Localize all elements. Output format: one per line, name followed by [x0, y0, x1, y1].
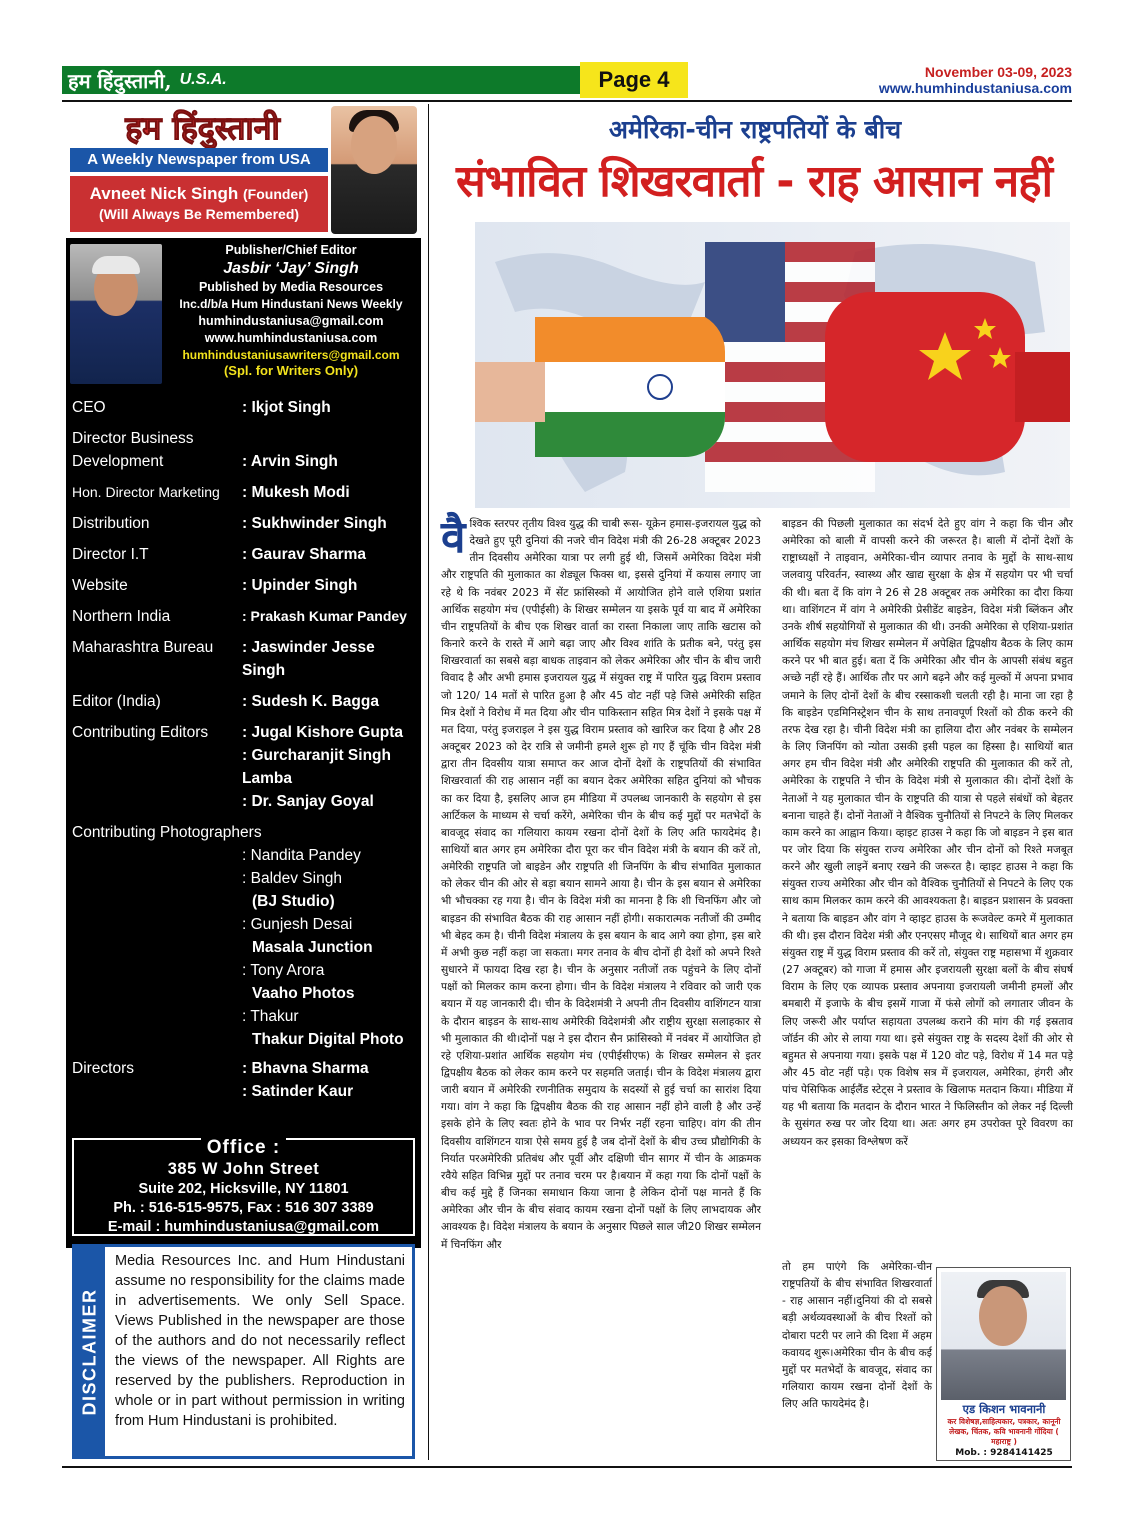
staff-role: Distribution [72, 515, 150, 532]
staff-studio: Vaaho Photos [252, 985, 355, 1002]
column-divider [428, 104, 429, 1460]
office-email[interactable]: E-mail : humhindustaniusa@gmail.com [107, 1219, 380, 1235]
masthead-panel [66, 238, 421, 1248]
staff-name: : Sudesh K. Bagga [242, 693, 379, 710]
founder-box [70, 176, 328, 232]
staff-studio: (BJ Studio) [252, 893, 335, 910]
staff-row [72, 721, 417, 813]
staff-role: Editor (India) [72, 693, 161, 710]
staff-role: Northern India [72, 608, 171, 625]
staff-name: : Gurcharanjit Singh Lamba [242, 747, 391, 787]
staff-role: Hon. Director Marketing [72, 484, 220, 500]
fist-bump-illustration [475, 222, 1070, 508]
disclaimer-tab [75, 1247, 105, 1456]
publisher-name: Jasbir ‘Jay’ Singh [223, 260, 359, 277]
article-kicker: अमेरिका-चीन राष्ट्रपतियों के बीच [608, 115, 902, 144]
staff-list [72, 396, 417, 1111]
author-box [936, 1267, 1071, 1461]
staff-row [72, 543, 417, 566]
brand-subtitle: A Weekly Newspaper from USA [70, 148, 328, 172]
staff-role: Maharashtra Bureau [72, 639, 214, 656]
masthead-usa: U.S.A. [179, 71, 227, 88]
writers-note: (Spl. for Writers Only) [223, 363, 359, 378]
issue-info [879, 64, 1072, 96]
staff-name-group [242, 1057, 417, 1103]
founder-note: (Will Always Be Remembered) [98, 206, 300, 222]
staff-name: : Tony Arora [242, 962, 325, 979]
staff-name: : Nandita Pandey [242, 847, 361, 864]
masthead-title: हम हिंदुस्तानी, [68, 68, 172, 93]
staff-name: : Thakur [242, 1008, 299, 1025]
staff-name: : Bhavna Sharma [242, 1060, 369, 1077]
staff-role: Website [72, 577, 128, 594]
staff-row [72, 427, 417, 473]
article-headline: संभावित शिखरवार्ता - राह आसान नहीं [456, 156, 1052, 207]
founder-role: (Founder) [243, 186, 309, 202]
publisher-website[interactable]: www.humhindustaniusa.com [204, 331, 378, 345]
brand-logo: हम हिंदुस्तानी [125, 109, 280, 147]
masthead-bar [62, 66, 592, 94]
staff-name-group [242, 721, 417, 813]
staff-name: : Mukesh Modi [242, 484, 350, 501]
column-text: बाइडन की पिछली मुलाकात का संदर्भ देते हुए वांग ने कहा कि चीन और अमेरिका को बाली में वापसी करने की जरूरत है। बाली में दोनों देशों के राष्ट्राध्यक्षों ने ताइवान, अमेरिका-चीन व्यापार तनाव के मुद्दों के साथ-साथ जलवायु परिवर्तन, स्वास्थ्य और खाद्य सुरक्षा के क्षेत्र में सहयोग पर भी चर्चा की थी। बता दें कि वांग ने 26 से 28 अक्टूबर तक अमेरिका का दौरा किया था। वाशिंगटन में वांग ने अमेरिकी प्रेसीडेंट बाइडेन, विदेश मंत्री ब्लिंकन और उनके शीर्ष सहयोगियों से मुलाकात की थी। उनकी अमेरिका से एशिया-प्रशांत आर्थिक सहयोग मंच शिखर सम्मेलन में अपेक्षित द्विपक्षीय बैठक के लिए काम करने पर भी बात हुई। बता दें कि अमेरिका और चीन के आपसी संबंध बहुत अच्छे नहीं रहे हैं। आर्थिक तौर पर आगे बढ़ने और कई मुल्कों में अपना प्रभाव जमाने के लिए दोनों देशों के बीच रस्साकशी चलती रही है। माना जा रहा है कि बाइडेन एडमिनिस्ट्रेशन चीन के साथ तनावपूर्ण रिश्तों को ठीक करने की तरफ देख रहा है। चीनी विदेश मंत्री का हालिया दौरा और नवंबर के सम्मेलन के लिए जिनपिंग को न्योता उसकी इसी पहल का हिस्सा है। साथियों बात अगर हम चीन विदेश मंत्री और अमेरिकी राष्ट्रपति की मुलाकात की करें तो, अमेरिका के राष्ट्रपति ने चीन के विदेश मंत्री से मुलाकात की। दोनों देशों के नेताओं ने यह मुलाकात चीन के राष्ट्रपति की यात्रा से पहले संबंधों को बेहतर बनाना चाहते हैं। दोनों नेताओं ने वैश्विक चुनौतियों से निपटने के लिए मिलकर काम करने का आह्वान किया। व्हाइट हाउस ने कहा कि जो बाइडन ने इस बात पर जोर दिया कि संयुक्त राज्य अमेरिका और चीन दोनों को रिश्ते मजबूत करने और खुली लाइनें बनाए रखने की जरूरत है। व्हाइट हाउस ने कहा कि संयुक्त राज्य अमेरिका और चीन को वैश्विक चुनौतियों से निपटने के लिए एक साथ काम मिलकर काम करने की आवश्यकता है। बाइडन प्रशासन के प्रवक्ता ने बताया कि बाइडन और वांग ने व्हाइट हाउस के रूजवेल्ट कमरे में मुलाकात की थी। इस दौरान विदेश मंत्री और एनएसए मौजूद थे। साथियों बात अगर हम संयुक्त राष्ट्र में युद्ध विराम प्रस्ताव की करें तो, संयुक्त राष्ट्र महासभा में शुक्रवार (27 अक्टूबर) को गाजा में हमास और इजरायली सुरक्षा बलों के बीच संघर्ष विराम के लिए एक व्यापक प्रस्ताव अपनाया इजरायली जमीनी हमलों और बमबारी में इजाफे के बीच इसमें गाजा में फंसे लोगों को लगातार जीवन के लिए जरूरी और पर्याप्त सहायता उपलब्ध कराने की मांग की गई इस्रताव जॉर्डन की ओर से लाया गया था। इसे संयुक्त राष्ट्र के सदस्य देशों की ओर से बहुमत से अपनाया गया। इसके पक्ष में 120 वोट पड़े, विरोध में 14 मत पड़े और 45 वोट नहीं पड़े। एक विशेष सत्र में इजरायल, अमेरिका, हंगरी और पांच पेसिफिक आईलैंड स्टेट्स ने प्रस्ताव के खिलाफ मतदान किया। मीडिया में यह भी बताया कि मतदान के दौरान भारत ने फिलिस्तीन को लेकर नई दिल्ली के सुसंगत रुख पर जोर दिया था। अतः अगर हम उपरोक्त पूरे विवरण का अध्ययन कर इसका विश्लेषण करें [782, 518, 1073, 1148]
staff-role: Contributing Editors [72, 724, 209, 741]
staff-row [72, 636, 417, 682]
published-by: Published by Media Resources [198, 280, 384, 294]
staff-row [72, 512, 417, 535]
staff-row [72, 605, 417, 628]
staff-name: : Jaswinder Jesse Singh [242, 639, 375, 679]
office-suite: Suite 202, Hicksville, NY 11801 [138, 1181, 349, 1197]
brand-block [66, 104, 421, 236]
staff-name: : Gunjesh Desai [242, 916, 353, 933]
staff-name: : Satinder Kaur [242, 1083, 354, 1100]
staff-role: Director Business Development [72, 430, 194, 470]
writers-email[interactable]: humhindustaniusawriters@gmail.com [182, 348, 400, 362]
staff-name: : Gaurav Sharma [242, 546, 367, 563]
staff-role: Contributing Photographers [72, 824, 262, 841]
author-description: कर विशेषज्ञ,साहित्यकार, पत्रकार, कानूनी लेखक, चिंतक, कवि भावनानी गोंदिया ( महाराष्ट्र ) [947, 1417, 1061, 1446]
office-street: 385 W John Street [167, 1160, 320, 1178]
staff-name: : Prakash Kumar Pandey [242, 608, 407, 624]
staff-row [72, 690, 417, 713]
staff-name: : Arvin Singh [242, 453, 338, 470]
publisher-info [166, 242, 416, 379]
article-column-1 [441, 512, 761, 1254]
publisher-company: Inc.d/b/a Hum Hindustani News Weekly [179, 297, 403, 311]
office-phone: Ph. : 516-515-9575, Fax : 516 307 3389 [113, 1200, 374, 1216]
staff-row [72, 574, 417, 597]
staff-name: : Baldev Singh [242, 870, 342, 887]
issue-date: November 03-09, 2023 [924, 64, 1072, 80]
disclaimer-label: DISCLAIMER [79, 1288, 100, 1415]
staff-name: : Upinder Singh [242, 577, 358, 594]
sidebar [66, 104, 421, 1459]
publisher-email[interactable]: humhindustaniusa@gmail.com [198, 314, 384, 328]
page-header [62, 62, 1072, 98]
article-hero-image [475, 222, 1070, 508]
staff-name-group [242, 844, 417, 1051]
staff-role: CEO [72, 399, 106, 416]
author-mobile: Mob. : 9284141425 [955, 1448, 1053, 1458]
publisher-title: Publisher/Chief Editor [225, 243, 357, 257]
author-photo [941, 1272, 1066, 1400]
column-text-tail: तो हम पाएंगे कि अमेरिका-चीन राष्ट्रपतियों के बीच संभावित शिखरवार्ता - राह आसान नहीं।दुनियां की दो सबसे बड़ी अर्थव्यवस्थाओं के बीच रिश्तों को दोबारा पटरी पर लाने की दिशा में अहम कवायद शुरू।अमेरिका चीन के बीच कई मुद्दों पर मतभेदों के बावजूद, संवाद का गलियारा कायम रखना दोनों देशों के लिए अति फायदेमंद है। [782, 1261, 932, 1411]
staff-studio: Thakur Digital Photo [252, 1031, 404, 1048]
staff-name: : Dr. Sanjay Goyal [242, 793, 374, 810]
staff-name: : Jugal Kishore Gupta [242, 724, 404, 741]
footer-rule [62, 1466, 1072, 1468]
page-number: Page 4 [580, 62, 688, 98]
office-title: Office : [201, 1137, 286, 1159]
founder-name: Avneet Nick Singh [89, 184, 239, 203]
staff-role: Directors [72, 1060, 135, 1077]
disclaimer-box [72, 1244, 415, 1459]
staff-row [72, 844, 417, 1051]
staff-name: : Ikjot Singh [242, 399, 331, 416]
disclaimer-text: Media Resources Inc. and Hum Hindustani assume no responsibility for the claims made in advertisements. We only Sell Space. Views Published in the newspaper are those of the authors and do not necessarily reflect the views of the newspaper. All Rights are reserved by the publishers. Reproduction in whole or in part without permission in writing from Hum Hindustani is prohibited. [115, 1253, 405, 1429]
drop-cap: वै [441, 512, 466, 563]
staff-row [72, 481, 417, 504]
office-box [72, 1138, 415, 1236]
staff-row [72, 1057, 417, 1103]
founder-photo [331, 106, 417, 234]
staff-row [72, 396, 417, 419]
author-name: एड किशन भावनानी [962, 1402, 1046, 1416]
publisher-photo [70, 244, 162, 384]
staff-studio: Masala Junction [252, 939, 373, 956]
staff-name: : Sukhwinder Singh [242, 515, 387, 532]
staff-role: Director I.T [72, 546, 149, 563]
column-text: श्विक स्तरपर तृतीय विश्व युद्ध की चाबी रूस- यूक्रेन हमास-इजरायल युद्ध को देखते हुए पूरी दुनियां की नजरे चीन विदेश मंत्री की 26-28 अक्टूबर 2023 तीन दिवसीय अमेरिका यात्रा पर लगी हुई थी, जिसमें अमेरिका विदेश मंत्री और राष्ट्रपति की मुलाकात का शेड्यूल फिक्स था, इससे दुनियां में कयास लगाए जा रहे थे कि नवंबर 2023 में सेंट फ्रांसिस्को में आयोजित होने वाले एशिया प्रशांत आर्थिक सहयोग मंच (एपीईसी) के शिखर सम्मेलन या इसके पूर्व या बाद में अमेरिका चीन राष्ट्रपतियों के बीच एक शिखर वार्ता का रास्ता निकाला जाए ताकि खटास को किनारे करने के रास्ते में आगे बढ़ा जाए और विश्व शांति के प्रतीक बने, परंतु इस शिखरवार्ता का सबसे बड़ा बाधक ताइवान को लेकर अमेरिका और चीन के बीच जारी विवाद है और अभी हमास इजरायल युद्ध में संयुक्त राष्ट्र में पारित युद्ध विराम प्रस्ताव जो 120/ 14 मतों से पारित हुआ है और 45 वोट नहीं पड़े जिसे अमेरिकी सहित मित्र देशों ने विरोध में मत दिया और चीन पाकिस्तान सहित मित्र देशों ने इसके पक्ष में मत दिया, परंतु इजराइल ने इस युद्ध विराम प्रस्ताव को खारिज कर दिया है और 28 अक्टूबर 2023 को देर रात्रि से जमीनी हमले शुरू हो गए हैं चूंकि चीन विदेश मंत्री द्वारा तीन दिवसीय यात्रा समाप्त कर आज दोनों देशों के राष्ट्रपतियों की संभावित शिखरवार्ता की राह आसान नहीं का बयान देकर अमेरिका सहित दुनियां को भौचक का कर दिया है, इसलिए आज हम मीडिया में उपलब्ध जानकारी के सहयोग से इस आर्टिकल के माध्यम से चर्चा करेंगे, अमेरिका चीन के बीच कई मुद्दों पर मतभेदों के बावजूद संवाद का गलियारा कायम रखना दोनों देशों के लिए अति फायदेमंद है। साथियों बात अगर हम अमेरिका दौरा पूरा कर चीन विदेश मंत्री के बयान की करें तो, अमेरिकी राष्ट्रपति जो बाइडेन और राष्ट्रपति शी जिनपिंग के बीच संभावित मुलाकात को लेकर चीन की ओर से बड़ा बयान सामने आया है। चीन के इस बयान से अमेरिका भी भौचक्का रह गया है। चीन के विदेश मंत्री का मानना है कि शी चिनफिंग और जो बाइडन की संभावित बैठक की राह आसान नहीं होगी। सकारात्मक नतीजों की उम्मीद भी बेहद कम है। चीनी विदेश मंत्रालय के इस बयान के बाद आगे क्या होगा, इस बारे में अभी कुछ नहीं कहा जा सकता। मगर तनाव के बीच दोनों ही देशों को अपने रिश्ते सुधारने में फायदा दिख रहा है। चीन के अनुसार नतीजों तक पहुंचने के लिए दोनों पक्षों को मिलकर काम करना होगा। चीन के विदेश मंत्रालय ने रविवार को जारी एक बयान में यह जानकारी दी। चीन के विदेशमंत्री ने अपनी तीन दिवसीय वाशिंगटन यात्रा के दौरान बाइडन के साथ-साथ अमेरिकी विदेशमंत्री और राष्ट्रीय सुरक्षा सलाहकार से भी मुलाकात की थी।दोनों पक्ष ने इस दौरान सैन फ्रांसिस्को में नवंबर में आयोजित हो रहे एशिया-प्रशांत आर्थिक सहयोग मंच (एपीईसीएफ) के शिखर सम्मेलन से इतर द्विपक्षीय बैठक को लेकर काम करने पर सहमति जताई। चीन के विदेश मंत्रालय द्वारा जारी बयान में अमेरिकी रणनीतिक समुदाय के सदस्यों से हुई चर्चा का सारांश दिया गया। वांग ने कहा कि द्विपक्षीय बैठक की राह आसान नहीं होने वाली है और उन्हें इसके होने के लिए स्वतः होने के भाव पर निर्भर नहीं रहना चाहिए। वांग की तीन दिवसीय वाशिंगटन यात्रा ऐसे समय हुई है जब दोनों देशों के बीच उच्च प्रौद्योगिकी के निर्यात परअमेरिकी प्रतिबंध और पूर्वी और दक्षिणी चीन सागर में चीन के आक्रमक रवैये सहित विभिन्न मुद्दों पर तनाव चरम पर है।बयान में कहा गया कि दोनों पक्षों के बीच कई मुद्दे हैं जिनका समाधान किया जाना है लेकिन दोनों पक्ष मानते हैं कि अमेरिका और चीन के बीच संवाद कायम रखना दोनों पक्षों के लिए लाभदायक और आवश्यक है। विदेश मंत्रालय के बयान के अनुसार पिछले साल जी20 शिखर सम्मेलन में चिनफिंग और [441, 518, 761, 1251]
site-url[interactable]: www.humhindustaniusa.com [878, 80, 1072, 96]
header-rule [62, 100, 1072, 102]
